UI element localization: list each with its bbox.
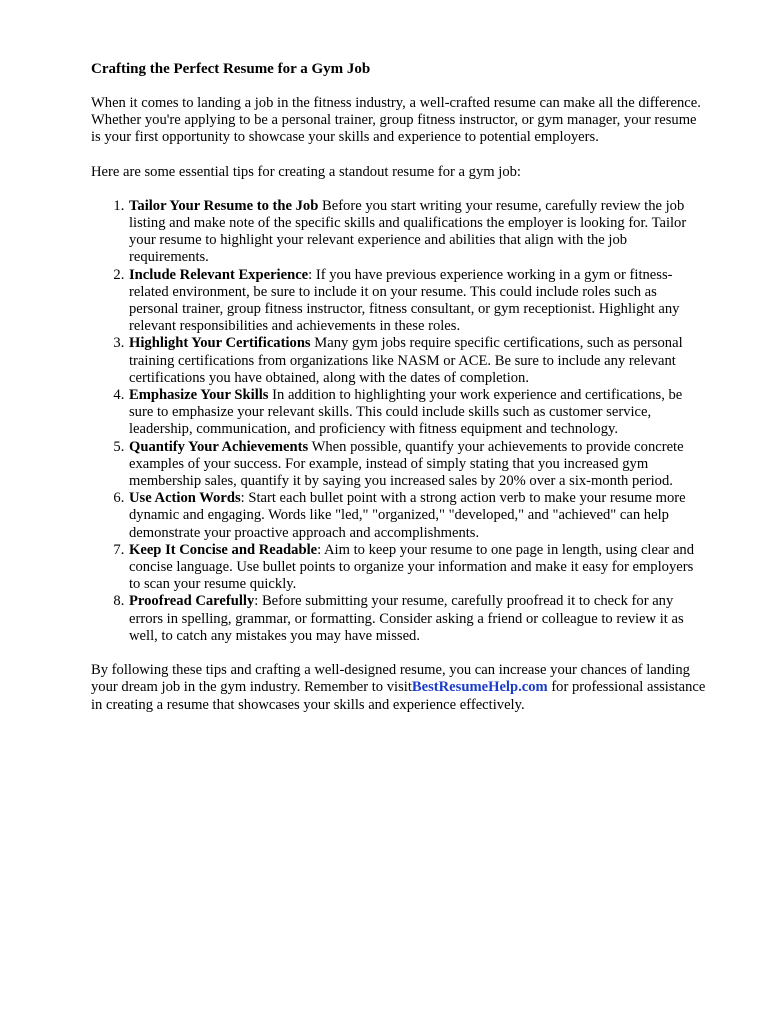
tip-title: Highlight Your Certifications	[129, 335, 311, 352]
tip-text: Before you start writing your resume, carefully review the job listing and make note of the specific skills and qualifications the employer is looking for. Tailor your resume to highlight your relevant experience and abilities that align with the job requirements.	[129, 197, 687, 266]
tip-title: Keep It Concise and Readable	[129, 541, 318, 558]
tip-item	[128, 542, 708, 594]
tip-text: : Start each bullet point with a strong action verb to make your resume more dynamic and engaging. Words like "led," "organized," "developed," and "achieved" can help demonstrate your proactive approach and accomplishments.	[129, 490, 686, 541]
tip-item	[128, 387, 708, 439]
tip-item	[128, 267, 708, 336]
tip-text: : Aim to keep your resume to one page in length, using clear and concise language. Use bullet points to organize your information and make it easy for employers to scan your resume quickly.	[129, 541, 695, 593]
tip-item	[128, 490, 708, 542]
tip-text: : Before submitting your resume, carefully proofread it to check for any errors in spelling, grammar, or formatting. Consider asking a friend or colleague to review it as well, to catch any mistakes you may have missed.	[129, 593, 684, 644]
tip-item	[128, 439, 708, 491]
best-resume-help-link[interactable]: BestResumeHelp.com	[411, 679, 548, 696]
tip-text: : If you have previous experience working in a gym or fitness-related environment, be sure to include it on your resume. This could include roles such as personal trainer, group fitness instructor, fitness consultant, or gym receptionist. Highlight any relevant responsibilities and achievements in these roles.	[129, 266, 680, 335]
closing-text-before: By following these tips and crafting a well-designed resume, you can increase your chances of landing your dream job in the gym industry. Remember to visit	[91, 662, 690, 696]
tip-item	[128, 198, 708, 267]
closing-paragraph	[91, 662, 708, 714]
tip-item	[128, 335, 708, 387]
intro-paragraph: When it comes to landing a job in the fitness industry, a well-crafted resume can make all the difference. Whether you're applying to be a personal trainer, group fitness instructor, or gym manager, your resume is your first opportunity to showcase your skills and experience to potential employers.	[91, 95, 701, 146]
tip-item	[128, 593, 708, 645]
tip-title: Proofread Carefully	[129, 593, 255, 610]
tip-text: Many gym jobs require specific certifications, such as personal training certifications from organizations like NASM or ACE. Be sure to include any relevant certifications you have obtained, along with the dates of completion.	[129, 335, 683, 386]
closing-text-after: for professional assistance in creating a resume that showcases your skills and experience effectively.	[91, 679, 706, 713]
tip-title: Quantify Your Achievements	[129, 438, 309, 455]
tip-title: Include Relevant Experience	[129, 266, 309, 283]
tip-text: When possible, quantify your achievements to provide concrete examples of your success. For example, instead of simply stating that you increased gym membership sales, quantify it by saying you increased sales by 20% over a six-month period.	[129, 438, 684, 490]
tips-lead-paragraph: Here are some essential tips for creating a standout resume for a gym job:	[91, 163, 521, 180]
tip-title: Emphasize Your Skills	[129, 387, 269, 404]
tips-list	[91, 198, 708, 645]
tip-title: Tailor Your Resume to the Job	[129, 197, 319, 214]
tip-text: In addition to highlighting your work experience and certifications, be sure to emphasize your relevant skills. This could include skills such as customer service, leadership, communication, and proficiency with fitness equipment and technology.	[129, 387, 683, 438]
tip-title: Use Action Words	[129, 490, 241, 507]
document-title: Crafting the Perfect Resume for a Gym Job	[91, 61, 371, 77]
